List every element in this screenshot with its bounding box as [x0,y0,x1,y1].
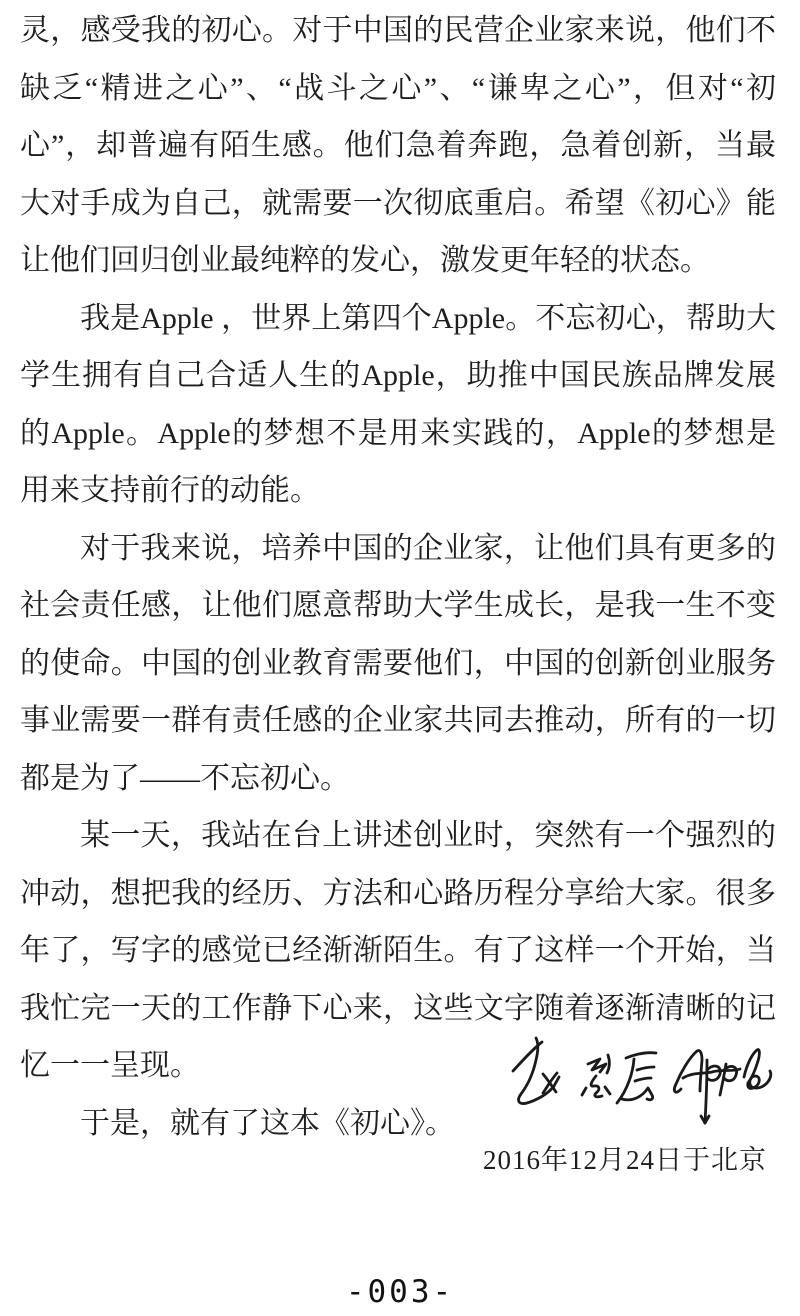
paragraph-4: 某一天，我站在台上讲述创业时，突然有一个强烈的冲动，想把我的经历、方法和心路历程分享给大家。很多年了，写字的感觉已经渐渐陌生。有了这样一个开始，当我忙完一天的工作静下心来，这些文字随着逐渐清晰的记忆一一呈现。 [20,819,776,1082]
signature-handwriting-icon [503,1026,777,1140]
paragraph-5: 于是，就有了这本《初心》。 [80,1106,455,1140]
dateline: 2016年12月24日于北京 [483,1145,767,1175]
paragraph-1: 灵，感受我的初心。对于中国的民营企业家来说，他们不缺乏“精进之心”、“战斗之心”、“谦卑之心”，但对“初心”，却普遍有陌生感。他们急着奔跑，急着创新，当最大对手成为自己，就需要一次彻底重启。希望《初心》能让他们回归创业最纯粹的发心，激发更年轻的状态。 [20,14,776,277]
page-number: -003- [345,1274,455,1310]
paragraph-3: 对于我来说，培养中国的企业家，让他们具有更多的社会责任感，让他们愿意帮助大学生成长，是我一生不变的使命。中国的创业教育需要他们，中国的创新创业服务事业需要一群有责任感的企业家共同去推动，所有的一切都是为了——不忘初心。 [20,531,776,795]
author-signature [503,1026,777,1140]
preface-body-text [20,2,776,1152]
paragraph-2: 我是Apple ，世界上第四个Apple。不忘初心，帮助大学生拥有自己合适人生的Apple，助推中国民族品牌发展的Apple。Apple的梦想不是用来实践的，Apple的梦想是用来支持前行的动能。 [20,301,776,507]
